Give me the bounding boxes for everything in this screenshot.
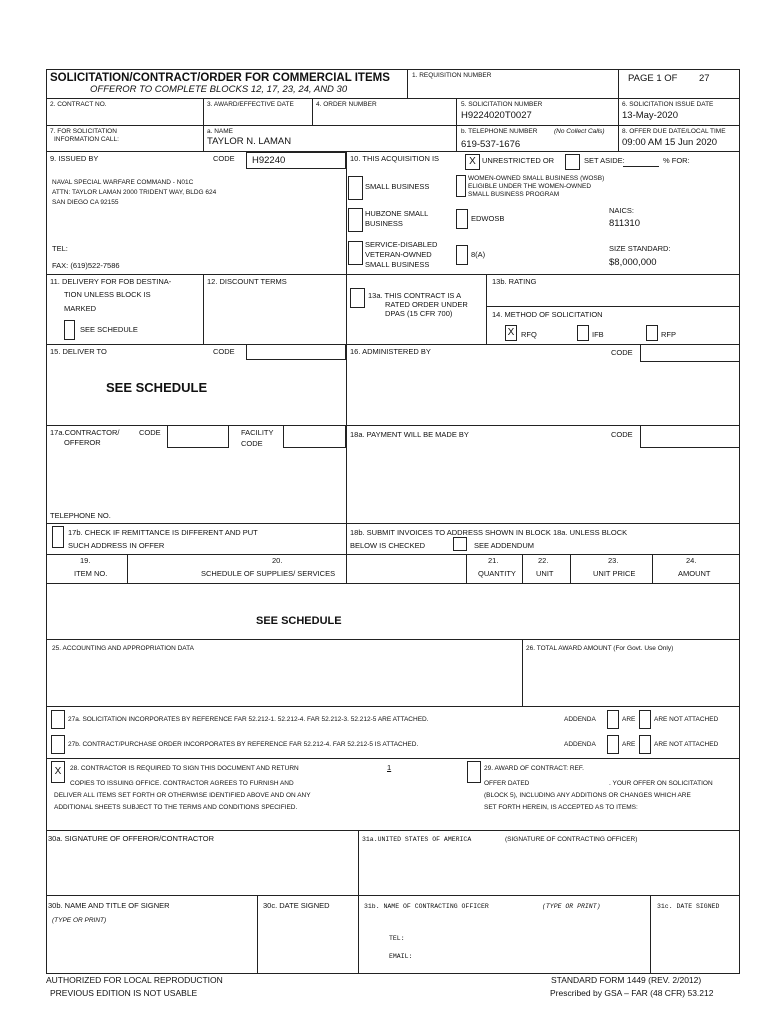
eight-a-checkbox[interactable] xyxy=(456,245,468,265)
officer-email-label: EMAIL: xyxy=(389,953,413,960)
contractor-sign-copies: 1 xyxy=(387,763,392,772)
award-line-4: SET FORTH HEREIN, IS ACCEPTED AS TO ITEMS: xyxy=(484,804,638,811)
col-19-num: 19. xyxy=(80,556,91,565)
col-22-num: 22. xyxy=(538,556,549,565)
issuer-fax: FAX: (619)522-7586 xyxy=(52,261,120,270)
footer-right-2: Prescribed by GSA – FAR (48 CFR) 53.212 xyxy=(550,988,714,998)
col-22-label: UNIT xyxy=(536,569,554,578)
footer-left-1: AUTHORIZED FOR LOCAL REPRODUCTION xyxy=(46,975,223,985)
deliver-code-label: CODE xyxy=(213,347,235,356)
clause-27b-are-not-checkbox[interactable] xyxy=(639,735,651,754)
invoice-label-2: BELOW IS CHECKED xyxy=(350,541,426,550)
facility-label-1: FACILITY xyxy=(241,428,274,437)
form-subtitle: OFFEROR TO COMPLETE BLOCKS 12, 17, 23, 24, AND 30 xyxy=(90,84,348,95)
award-checkbox[interactable] xyxy=(467,761,481,783)
administered-code-box xyxy=(640,344,740,362)
small-business-checkbox[interactable] xyxy=(348,176,363,200)
set-aside-checkbox[interactable] xyxy=(565,154,580,170)
form-title: SOLICITATION/CONTRACT/ORDER FOR COMMERCIAL ITEMS xyxy=(50,72,390,84)
col-20-label: SCHEDULE OF SUPPLIES/ SERVICES xyxy=(201,569,336,578)
issued-code: H92240 xyxy=(252,155,286,166)
hubzone-label-2: BUSINESS xyxy=(365,219,403,228)
name-label: a. NAME xyxy=(207,128,234,135)
footer-left-2: PREVIOUS EDITION IS NOT USABLE xyxy=(50,988,198,998)
contractor-sign-line-4: ADDITIONAL SHEETS SUBJECT TO THE TERMS AND CONDITIONS SPECIFIED. xyxy=(54,804,298,811)
clause-27b-are-not: ARE NOT ATTACHED xyxy=(654,741,719,748)
clause-27a-checkbox[interactable] xyxy=(51,710,65,729)
issuer-line-1: NAVAL SPECIAL WARFARE COMMAND - N01C xyxy=(52,179,194,186)
sdvosb-label-2: VETERAN-OWNED xyxy=(365,250,432,259)
remittance-label-1: 17b. CHECK IF REMITTANCE IS DIFFERENT AND PUT xyxy=(68,528,258,537)
rfq-checkbox[interactable]: X xyxy=(505,325,517,341)
clause-27a-addenda: ADDENDA xyxy=(564,716,596,723)
remittance-label-2: SUCH ADDRESS IN OFFER xyxy=(68,541,165,550)
rfq-label: RFQ xyxy=(521,330,537,339)
payment-code-box xyxy=(640,425,740,448)
facility-label-2: CODE xyxy=(241,439,263,448)
remittance-checkbox[interactable] xyxy=(52,526,64,548)
solicitation-number: H9224020T0027 xyxy=(461,110,532,121)
wosb-label-2: ELIGIBLE UNDER THE WOMEN-OWNED xyxy=(468,183,592,190)
fob-checkbox[interactable] xyxy=(64,320,75,340)
col-24-num: 24. xyxy=(686,556,697,565)
naics-code: 811310 xyxy=(609,218,640,229)
clause-27a-are-checkbox[interactable] xyxy=(607,710,619,729)
addendum-label: SEE ADDENDUM xyxy=(474,541,535,550)
contractor-code-label: CODE xyxy=(139,428,161,437)
payment-label: 18a. PAYMENT WILL BE MADE BY xyxy=(350,430,469,439)
signer-name-label: 30b. NAME AND TITLE OF SIGNER xyxy=(48,901,170,910)
rated-order-label-3: DPAS (15 CFR 700) xyxy=(385,309,453,318)
award-line-2: OFFER DATED xyxy=(484,780,530,787)
col-23-label: UNIT PRICE xyxy=(593,569,636,578)
fob-see-schedule: SEE SCHEDULE xyxy=(80,325,138,334)
solicitation-number-label: 5. SOLICITATION NUMBER xyxy=(461,101,543,108)
issue-date-label: 6. SOLICITATION ISSUE DATE xyxy=(622,101,714,108)
award-date-label: 3. AWARD/EFFECTIVE DATE xyxy=(207,101,294,108)
discount-terms-label: 12. DISCOUNT TERMS xyxy=(207,277,287,286)
signature-usa-label: 31a.UNITED STATES OF AMERICA xyxy=(362,836,472,843)
clause-27b-checkbox[interactable] xyxy=(51,735,65,754)
rfp-checkbox[interactable] xyxy=(646,325,658,341)
unrestricted-label: UNRESTRICTED OR xyxy=(482,156,555,165)
set-aside-label: SET ASIDE: xyxy=(584,156,625,165)
rating-label: 13b. RATING xyxy=(492,277,537,286)
clause-27a-are-not-checkbox[interactable] xyxy=(639,710,651,729)
col-20-num: 20. xyxy=(272,556,283,565)
edwosb-label: EDWOSB xyxy=(471,214,505,223)
sdvosb-checkbox[interactable] xyxy=(348,241,363,265)
footer-right-1: STANDARD FORM 1449 (REV. 2/2012) xyxy=(551,975,702,985)
solicitation-info-label: 7. FOR SOLICITATION xyxy=(50,128,117,135)
sf1449-form xyxy=(46,69,740,1009)
small-business-label: SMALL BUSINESS xyxy=(365,182,430,191)
col-21-num: 21. xyxy=(488,556,499,565)
addendum-checkbox[interactable] xyxy=(453,537,467,551)
method-label: 14. METHOD OF SOLICITATION xyxy=(492,310,603,319)
wosb-label-1: WOMEN-OWNED SMALL BUSINESS (WOSB) xyxy=(468,175,605,182)
requisition-label: 1. REQUISITION NUMBER xyxy=(412,72,492,79)
rfp-label: RFP xyxy=(661,330,676,339)
issue-date: 13-May-2020 xyxy=(622,110,678,121)
contractor-code-box xyxy=(167,425,229,448)
payment-code-label: CODE xyxy=(611,430,633,439)
officer-name-note: (TYPE OR PRINT) xyxy=(542,903,601,910)
ifb-checkbox[interactable] xyxy=(577,325,589,341)
deliver-see-schedule: SEE SCHEDULE xyxy=(106,380,208,395)
contact-phone: 619-537-1676 xyxy=(461,139,521,150)
contractor-sign-line-3: DELIVER ALL ITEMS SET FORTH OR OTHERWISE IDENTIFIED ABOVE AND ON ANY xyxy=(54,792,311,799)
eight-a-label: 8(A) xyxy=(471,250,486,259)
contractor-sign-line-2: COPIES TO ISSUING OFFICE. CONTRACTOR AGREES TO FURNISH AND xyxy=(70,780,294,787)
issuer-line-2: ATTN: TAYLOR LAMAN 2000 TRIDENT WAY, BLDG 624 xyxy=(52,189,217,196)
contractor-sign-checkbox[interactable]: X xyxy=(51,761,65,783)
col-19-label: ITEM NO. xyxy=(74,569,108,578)
order-number-label: 4. ORDER NUMBER xyxy=(316,101,377,108)
contract-no-label: 2. CONTRACT NO. xyxy=(50,101,107,108)
col-21-label: QUANTITY xyxy=(478,569,516,578)
administered-by-label: 16. ADMINISTERED BY xyxy=(350,347,431,356)
ifb-label: IFB xyxy=(592,330,604,339)
offer-due-label: 8. OFFER DUE DATE/LOCAL TIME xyxy=(622,128,726,135)
award-line-1: 29. AWARD OF CONTRACT: REF. xyxy=(484,765,584,772)
award-line-2b: . YOUR OFFER ON SOLICITATION xyxy=(609,780,713,787)
clause-27b-are-checkbox[interactable] xyxy=(607,735,619,754)
clause-27b-label: 27b. CONTRACT/PURCHASE ORDER INCORPORATES BY REFERENCE FAR 52.212-4. FAR 52.212-5 IS ATTACHED. xyxy=(68,741,419,748)
accounting-label: 25. ACCOUNTING AND APPROPRIATION DATA xyxy=(52,645,194,652)
officer-name-label: 31b. NAME OF CONTRACTING OFFICER xyxy=(364,903,489,910)
fob-label-3: MARKED xyxy=(64,304,97,313)
items-see-schedule: SEE SCHEDULE xyxy=(256,615,342,627)
sdvosb-label-3: SMALL BUSINESS xyxy=(365,260,430,269)
size-standard-label: SIZE STANDARD: xyxy=(609,244,671,253)
clause-27a-are: ARE xyxy=(622,716,636,723)
unrestricted-checkbox[interactable]: X xyxy=(465,154,480,170)
deliver-code-box xyxy=(246,344,346,360)
award-line-3: (BLOCK 5), INCLUDING ANY ADDITIONS OR CHANGES WHICH ARE xyxy=(484,792,691,799)
rated-order-label-2: RATED ORDER UNDER xyxy=(385,300,468,309)
administered-code-label: CODE xyxy=(611,348,633,357)
signer-name-note: (TYPE OR PRINT) xyxy=(52,917,107,924)
phone-label: b. TELEPHONE NUMBER xyxy=(461,128,538,135)
solicitation-info-label-2: INFORMATION CALL: xyxy=(54,136,119,143)
page-label: PAGE 1 OF xyxy=(628,73,678,84)
hubzone-checkbox[interactable] xyxy=(348,208,363,232)
issued-by-label: 9. ISSUED BY xyxy=(50,154,99,163)
contractor-label-1: 17a.CONTRACTOR/ xyxy=(50,428,120,437)
signature-officer-note: (SIGNATURE OF CONTRACTING OFFICER) xyxy=(505,836,638,843)
col-23-num: 23. xyxy=(608,556,619,565)
issuer-tel: TEL: xyxy=(52,244,68,253)
clause-27b-are: ARE xyxy=(622,741,636,748)
clause-27a-label: 27a. SOLICITATION INCORPORATES BY REFERENCE FAR 52.212-1. 52.212-4. FAR 52.212-3. 52.212-5 ARE ATTACHED. xyxy=(68,716,429,723)
fob-label-1: 11. DELIVERY FOR FOB DESTINA- xyxy=(50,277,172,286)
clause-27a-are-not: ARE NOT ATTACHED xyxy=(654,716,719,723)
offer-due: 09:00 AM 15 Jun 2020 xyxy=(622,137,718,148)
signer-date-label: 30c. DATE SIGNED xyxy=(263,901,330,910)
clause-27b-addenda: ADDENDA xyxy=(564,741,596,748)
col-24-label: AMOUNT xyxy=(678,569,711,578)
pct-for-label: % FOR: xyxy=(663,156,690,165)
facility-code-box xyxy=(283,425,346,448)
wosb-checkbox[interactable] xyxy=(456,175,466,197)
invoice-label-1: 18b. SUBMIT INVOICES TO ADDRESS SHOWN IN BLOCK 18a. UNLESS BLOCK xyxy=(350,528,628,537)
rated-order-label-1: 13a. THIS CONTRACT IS A xyxy=(368,291,462,300)
wosb-label-3: SMALL BUSINESS PROGRAM xyxy=(468,191,560,198)
page-total: 27 xyxy=(699,73,710,84)
contractor-sign-line-1: 28. CONTRACTOR IS REQUIRED TO SIGN THIS DOCUMENT AND RETURN xyxy=(70,765,299,772)
size-standard: $8,000,000 xyxy=(609,257,657,268)
issued-code-label: CODE xyxy=(213,154,235,163)
rated-order-checkbox[interactable] xyxy=(350,288,365,308)
hubzone-label-1: HUBZONE SMALL xyxy=(365,209,429,218)
fob-label-2: TION UNLESS BLOCK IS xyxy=(64,290,151,299)
contractor-label-2: OFFEROR xyxy=(64,438,101,447)
deliver-to-label: 15. DELIVER TO xyxy=(50,347,107,356)
total-award-label: 26. TOTAL AWARD AMOUNT (For Govt. Use Only) xyxy=(526,645,674,652)
phone-note: (No Collect Calls) xyxy=(554,128,605,135)
officer-date-label: 31c. DATE SIGNED xyxy=(657,903,720,910)
naics-label: NAICS: xyxy=(609,206,635,215)
acquisition-label: 10. THIS ACQUISITION IS xyxy=(350,154,440,163)
issuer-line-3: SAN DIEGO CA 92155 xyxy=(52,199,119,206)
signature-offeror-label: 30a. SIGNATURE OF OFFEROR/CONTRACTOR xyxy=(48,834,214,843)
officer-tel-label: TEL: xyxy=(389,935,405,942)
edwosb-checkbox[interactable] xyxy=(456,209,468,229)
contact-name: TAYLOR N. LAMAN xyxy=(207,136,292,147)
sdvosb-label-1: SERVICE-DISABLED xyxy=(365,240,438,249)
telephone-label: TELEPHONE NO. xyxy=(50,511,111,520)
